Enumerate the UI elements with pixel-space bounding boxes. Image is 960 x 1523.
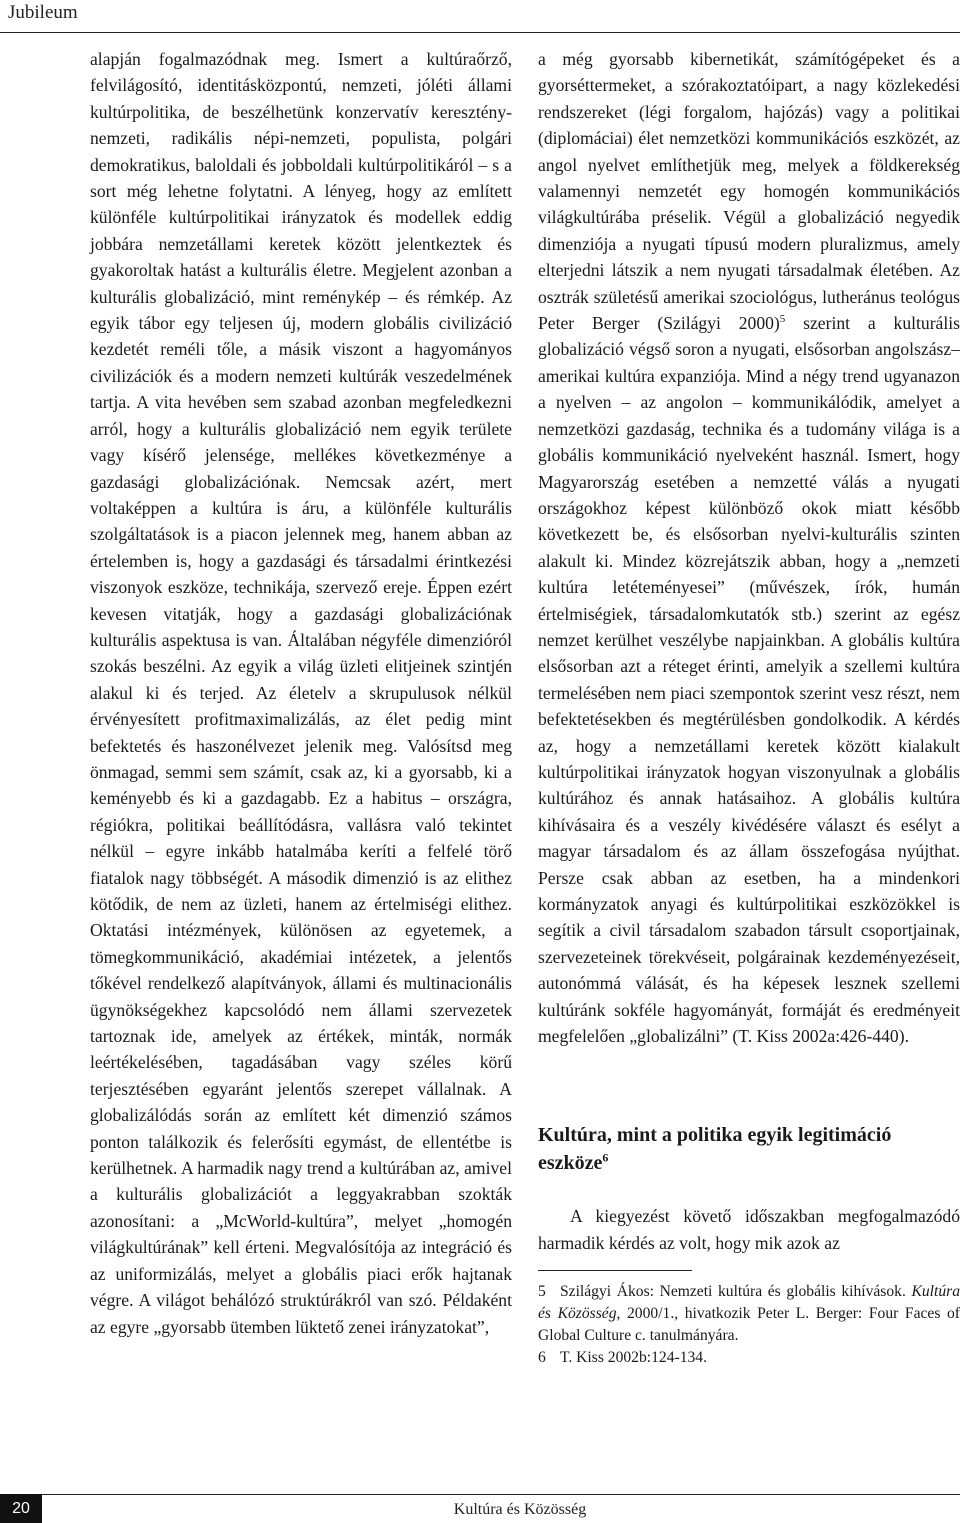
- section-paragraph: A kiegyezést követő időszakban megfogalmazódó harmadik kérdés az volt, hogy mik azok az: [538, 1206, 960, 1253]
- section-title: Jubileum: [8, 2, 78, 23]
- left-column-text: alapján fogalmazódnak meg. Ismert a kultúraőrző, felvilágosító, identitásközpontú, nemzeti, jóléti állami kultúrpolitika, de beszélhetünk konzervatív keresztény-nemzeti, radikális népi-nemzeti, populista, polgári demokratikus, baloldali és jobboldali kultúrpolitikáról – s a sort még lehetne folytatni. A lényeg, hogy az említett különféle kultúrpolitikai irányzatok és modellek eddig jobbára nemzetállami keretek között jelentkeztek és gyakoroltak hatást a kulturális életre. Megjelent azonban a kulturális globalizáció, mint reménykép – és rémkép. Az egyik tábor egy teljesen új, modern globális civilizáció kezdetét reméli tőle, a másik viszont a hagyományos civilizációk és a modern nemzeti kultúrák veszedelmének tartja. A vita hevében sem szabad azonban megfeledkezni arról, hogy a kulturális globalizáció nem egyik területe vagy kísérő jelensége, mellékes következménye a gazdasági globalizációnak. Nemcsak azért, mert voltaképpen a kultúra is áru, a különféle kulturális szolgáltatások is a piacon jelennek meg, hanem abban az értelemben is, hogy a gazdasági és társadalmi érintkezési viszonyok eszköze, technikája, szervező ereje. Éppen ezért kevesen vitatják, hogy a gazdasági globalizációnak kulturális aspektusa is van. Általában négyféle dimenzióról szokás beszélni. Az egyik a világ üzleti elitjeinek szintjén alakul ki és terjed. Az életelv a skrupulusok nélkül érvényesített profitmaximalizálás, az élet pedig mint befektetés és haszonélvezet jelenik meg. Valósítsd meg önmagad, semmi sem számít, csak az, ki a gyorsabb, ki a keményebb és ki a gazdagabb. Ez a habitus – országra, régiókra, politikai beállítódásra, vallásra való tekintet nélkül – egyre inkább hatalmába keríti a felfelé törő fiatalok nagy többségét. A második dimenzió is az elithez kötődik, de nem az üzleti, hanem az értelmiségi elithez. Oktatási intézmények, különösen az egyetemek, a tömegkommunikáció, akadémiai intézetek, a jelentős tőkével rendelkező alapítványok, állami és multinacionális ügynökségekhez kapcsolódó nem állami szervezetek tartoznak ide, amelyek az értékek, minták, normák leértékelésében, tagadásában vagy széles körű terjesztésében egyaránt jelentős szerepet vállalnak. A globalizálódás során az említett két dimenzió számos ponton találkozik és felerősíti egymást, de ellentétbe is kerülhetnek. A harmadik nagy trend a kultúrában az, amivel a kulturális globalizációt a leggyakrabban szokták azonosítani: a „McWorld-kultúra”, melyet „homogén világkultúrának” kell érteni. Megvalósítója az integráció és az uniformizálás, melyet a globális piaci erők hajtanak végre. A világot behálózó struktúrákról van szó. Példaként az egyre „gyorsabb ütemben lüktető zenei irányzatokat”,: [90, 49, 512, 1337]
- running-header: [0, 0, 960, 34]
- footnote-reference: 5: [779, 313, 786, 326]
- footnote-5: [538, 1281, 960, 1347]
- footnote-6: [538, 1347, 960, 1369]
- journal-name: Kultúra és Közösség: [453, 1501, 587, 1518]
- footnote-journal-title: Kultúra és Közösség: [538, 1283, 960, 1323]
- section-heading: [538, 1121, 960, 1177]
- footnote-text: T. Kiss 2002b:124-134.: [560, 1349, 707, 1367]
- right-column: [538, 46, 960, 1369]
- paragraph-text-part-1: a még gyorsabb kibernetikát, számítógépeket és a gyorséttermeket, a szórakoztatóipart, a nagy közlekedési rendszereket (légi forgalom, hajózás) vagy a politikai (diplomáciai) élet nemzetközi kommunikációs eszközét, az angol nyelvet említhetjük meg, melyek a földkerekség valamennyi nemzetét egy homogén kommunikációs világkultúrába préselik. Végül a globalizáció negyedik dimenziója a nyugati típusú modern pluralizmus, amely elterjedni látszik a nem nyugati társadalmak életében. Az osztrák születésű amerikai szociológus, lutheránus teológus Peter Berger (Szilágyi 2000): [538, 49, 960, 334]
- footnote-number: 6: [538, 1349, 546, 1367]
- footnote-number: 5: [538, 1283, 546, 1301]
- footnote-separator: [538, 1270, 692, 1271]
- right-column-paragraph: [538, 46, 960, 1049]
- paragraph-text-part-2: szerint a kulturális globalizáció végső soron a nyugati, elsősorban angolszász–amerikai kultúra expanziója. Mind a négy trend ugyanazon a nyelven – az angolon – kommunikálódik, amelyet a nemzetközi gazdaság, technika és a tudomány világa is a globális kommunikáció nyelveként használ. Ismert, hogy Magyarország esetében a nemzetté válás a nyugati országokhoz képest különböző okok miatt később következett be, és elsősorban nyelvi-kulturális szinten alakult ki. Mindez közrejátszik abban, hogy a „nemzeti kultúra letéteményesei” (művészek, írók, humán értelmiségiek, társadalomkutatók stb.) szerint az egész nemzet kerülhet veszélybe napjainkban. A globális kultúra elsősorban azt a réteget érinti, amelyik a szellemi kultúra termelésében nem piaci szempontok szerint vesz részt, nem befektetésekben és megtérülésben gondolkodik. A kérdés az, hogy a nemzetállami keretek között kialakult kultúrpolitikai irányzatok hogyan viszonyulnak a globális kultúrához és annak hatásaihoz. A globális kultúra kihívásaira és a veszély kivédésére választ és esélyt a magyar társadalom és az állam összefogása nyújthat. Persze csak abban az esetben, ha a mindenkori kormányzatok anyagi és kultúrpolitikai eszközökkel is segítik a civil társadalom szabadon társult csoportjainak, szervezeteinek törekvéseit, polgárainak kezdeményezéseit, autonómmá válását, és ha képesek lesznek szellemi kultúránk sokféle hagyományát, formáját és eredményeit megfelelően „globalizálni” (T. Kiss 2002a:426-440).: [538, 313, 960, 1047]
- footnote-text: Szilágyi Ákos: Nemzeti kultúra és globális kihívások.: [560, 1283, 912, 1301]
- footer-rule: [0, 1494, 960, 1495]
- section-heading-text: Kultúra, mint a politika egyik legitimáció eszköze: [538, 1124, 892, 1175]
- footnotes: [538, 1281, 960, 1369]
- left-column: [90, 46, 512, 1340]
- page-number: 20: [0, 1494, 42, 1523]
- header-rule: [0, 32, 960, 33]
- heading-footnote-reference: 6: [602, 1150, 609, 1165]
- footnote-text-end: , 2000/1., hivatkozik Peter L. Berger: Four Faces of Global Culture c. tanulmányára.: [538, 1305, 960, 1345]
